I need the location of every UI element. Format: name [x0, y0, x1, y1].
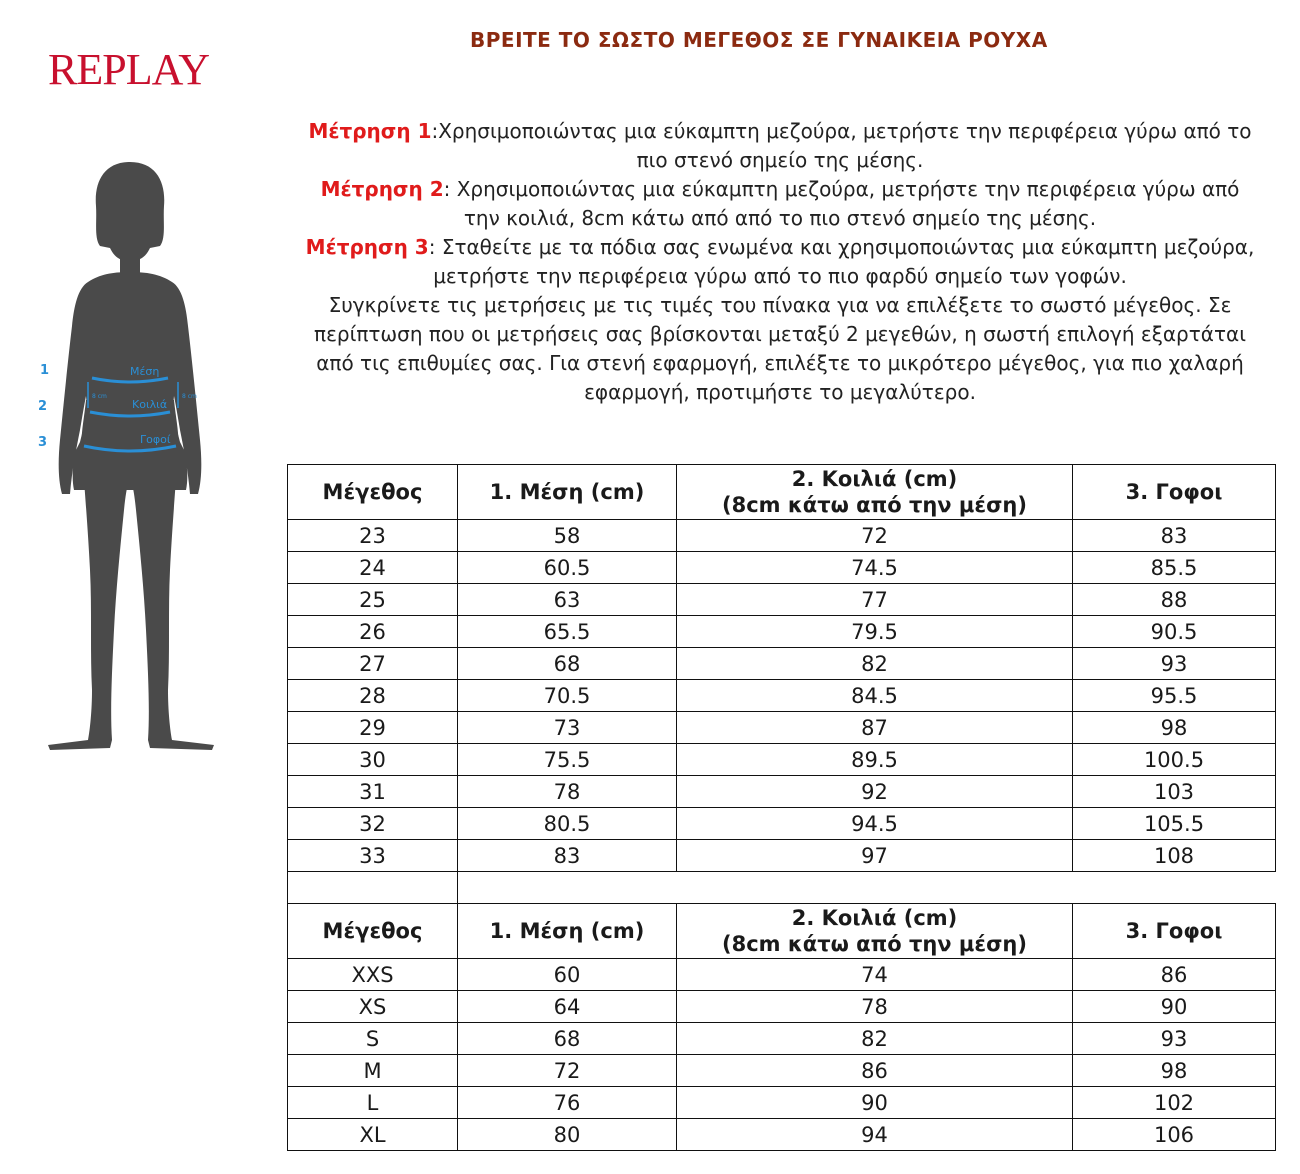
size-cell: 27	[288, 648, 458, 680]
waist-label: Μέση	[130, 365, 160, 378]
waist-cell: 68	[458, 648, 677, 680]
header-hips: 3. Γοφοι	[1073, 465, 1276, 520]
size-cell: 24	[288, 552, 458, 584]
waist-cell: 75.5	[458, 744, 677, 776]
brand-logo: REPLAY	[48, 45, 210, 94]
hips-cell: 98	[1073, 712, 1276, 744]
table-row	[288, 1023, 1276, 1055]
size-cell: 30	[288, 744, 458, 776]
belly-cell: 92	[677, 776, 1073, 808]
waist-cell: 73	[458, 712, 677, 744]
table-spacer-row	[288, 872, 1276, 904]
header-belly	[677, 465, 1073, 520]
compare-text: Συγκρίνετε τις μετρήσεις με τις τιμές του πίνακα για να επιλέξετε το σωστό μέγεθος. Σε περίπτωση που οι μετρήσεις σας βρίσκονται μεταξύ 2 μεγεθών, η σωστή επιλογή εξαρτάται από τις επιθυμίες σας. Για στενή εφαρμογή, επιλέξτε το μικρότερο μέγεθος, για πιο χαλαρή εφαρμογή, προτιμήστε το μεγαλύτερο.	[314, 293, 1246, 404]
measurement-2-text: : Χρησιμοποιώντας μια εύκαμπτη μεζούρα, μετρήστε την περιφέρεια γύρω από την κοιλιά, 8cm κάτω από από το πιο στενό σημείο της μέσης.	[443, 177, 1240, 230]
size-cell: S	[288, 1023, 458, 1055]
belly-cell: 78	[677, 991, 1073, 1023]
table-row	[288, 648, 1276, 680]
belly-label: Κοιλιά	[132, 398, 168, 411]
gap-label-left: 8 cm	[92, 393, 107, 400]
table-row	[288, 959, 1276, 991]
hips-cell: 93	[1073, 648, 1276, 680]
size-cell: 23	[288, 520, 458, 552]
header-size: Μέγεθος	[288, 465, 458, 520]
waist-cell: 63	[458, 584, 677, 616]
header-waist-2: 1. Μέση (cm)	[458, 904, 677, 959]
belly-cell: 86	[677, 1055, 1073, 1087]
table-row	[288, 712, 1276, 744]
table-row	[288, 552, 1276, 584]
belly-cell: 82	[677, 1023, 1073, 1055]
belly-cell: 77	[677, 584, 1073, 616]
size-cell: 32	[288, 808, 458, 840]
waist-cell: 68	[458, 1023, 677, 1055]
belly-cell: 97	[677, 840, 1073, 872]
waist-cell: 64	[458, 991, 677, 1023]
hips-cell: 105.5	[1073, 808, 1276, 840]
waist-cell: 80.5	[458, 808, 677, 840]
hips-label: Γοφοί	[140, 433, 171, 446]
size-cell: 31	[288, 776, 458, 808]
header-belly-2	[677, 904, 1073, 959]
measurement-1-label: Μέτρηση 1	[308, 119, 432, 143]
waist-cell: 58	[458, 520, 677, 552]
belly-cell: 90	[677, 1087, 1073, 1119]
hips-cell: 102	[1073, 1087, 1276, 1119]
table-header-row	[288, 465, 1276, 520]
table-row	[288, 776, 1276, 808]
woman-silhouette-icon	[48, 162, 214, 750]
waist-cell: 60.5	[458, 552, 677, 584]
hips-cell: 108	[1073, 840, 1276, 872]
table-row	[288, 1119, 1276, 1151]
waist-cell: 70.5	[458, 680, 677, 712]
table-header-row-2	[288, 904, 1276, 959]
header-hips-2: 3. Γοφοι	[1073, 904, 1276, 959]
waist-cell: 60	[458, 959, 677, 991]
size-cell: 33	[288, 840, 458, 872]
hips-cell: 86	[1073, 959, 1276, 991]
size-cell: 25	[288, 584, 458, 616]
hips-cell: 90	[1073, 991, 1276, 1023]
table-row	[288, 616, 1276, 648]
body-measurement-figure	[30, 150, 230, 760]
size-cell: XXS	[288, 959, 458, 991]
waist-cell: 65.5	[458, 616, 677, 648]
measure-number-3: 3	[38, 435, 48, 450]
size-cell: XS	[288, 991, 458, 1023]
measurement-3-label: Μέτρηση 3	[305, 235, 429, 259]
table-row	[288, 520, 1276, 552]
size-cell: 28	[288, 680, 458, 712]
table-row	[288, 1087, 1276, 1119]
size-cell: M	[288, 1055, 458, 1087]
table-row	[288, 744, 1276, 776]
belly-cell: 89.5	[677, 744, 1073, 776]
table-row	[288, 840, 1276, 872]
size-cell: 26	[288, 616, 458, 648]
waist-cell: 80	[458, 1119, 677, 1151]
measurement-instructions	[300, 117, 1260, 407]
hips-cell: 88	[1073, 584, 1276, 616]
hips-cell: 85.5	[1073, 552, 1276, 584]
table-row	[288, 584, 1276, 616]
page-title: ΒΡΕΙΤΕ ΤΟ ΣΩΣΤΟ ΜΕΓΕΘΟΣ ΣΕ ΓΥΝΑΙΚΕΙΑ ΡΟΥΧΑ	[470, 28, 1048, 52]
waist-cell: 72	[458, 1055, 677, 1087]
hips-cell: 103	[1073, 776, 1276, 808]
hips-cell: 90.5	[1073, 616, 1276, 648]
measure-number-2: 2	[38, 399, 48, 414]
header-waist: 1. Μέση (cm)	[458, 465, 677, 520]
belly-cell: 82	[677, 648, 1073, 680]
belly-cell: 94	[677, 1119, 1073, 1151]
table-row	[288, 808, 1276, 840]
size-cell: XL	[288, 1119, 458, 1151]
header-belly-line2-2: (8cm κάτω από την μέση)	[722, 932, 1027, 956]
belly-cell: 79.5	[677, 616, 1073, 648]
hips-cell: 98	[1073, 1055, 1276, 1087]
waist-cell: 83	[458, 840, 677, 872]
table-row	[288, 680, 1276, 712]
belly-cell: 87	[677, 712, 1073, 744]
measurement-1-text: :Χρησιμοποιώντας μια εύκαμπτη μεζούρα, μετρήστε την περιφέρεια γύρω από το πιο στενό σημείο της μέσης.	[431, 119, 1252, 172]
size-cell: 29	[288, 712, 458, 744]
hips-cell: 93	[1073, 1023, 1276, 1055]
measurement-2-label: Μέτρηση 2	[320, 177, 444, 201]
header-belly-line1: 2. Κοιλιά (cm)	[791, 467, 958, 491]
belly-cell: 74	[677, 959, 1073, 991]
header-belly-line2: (8cm κάτω από την μέση)	[722, 493, 1027, 517]
hips-cell: 83	[1073, 520, 1276, 552]
waist-cell: 78	[458, 776, 677, 808]
belly-cell: 84.5	[677, 680, 1073, 712]
hips-cell: 106	[1073, 1119, 1276, 1151]
belly-cell: 72	[677, 520, 1073, 552]
belly-cell: 74.5	[677, 552, 1073, 584]
hips-cell: 95.5	[1073, 680, 1276, 712]
header-size-2: Μέγεθος	[288, 904, 458, 959]
measure-number-1: 1	[40, 363, 50, 378]
gap-label-right: 8 cm	[182, 393, 197, 400]
waist-cell: 76	[458, 1087, 677, 1119]
measurement-3-text: : Σταθείτε με τα πόδια σας ενωμένα και χρησιμοποιώντας μια εύκαμπτη μεζούρα, μετρήστε την περιφέρεια γύρω από το πιο φαρδύ σημείο των γοφών.	[428, 235, 1255, 288]
belly-cell: 94.5	[677, 808, 1073, 840]
table-row	[288, 1055, 1276, 1087]
size-cell: L	[288, 1087, 458, 1119]
size-chart-table	[287, 464, 1276, 1151]
header-belly-line1-2: 2. Κοιλιά (cm)	[791, 906, 958, 930]
hips-cell: 100.5	[1073, 744, 1276, 776]
table-row	[288, 991, 1276, 1023]
